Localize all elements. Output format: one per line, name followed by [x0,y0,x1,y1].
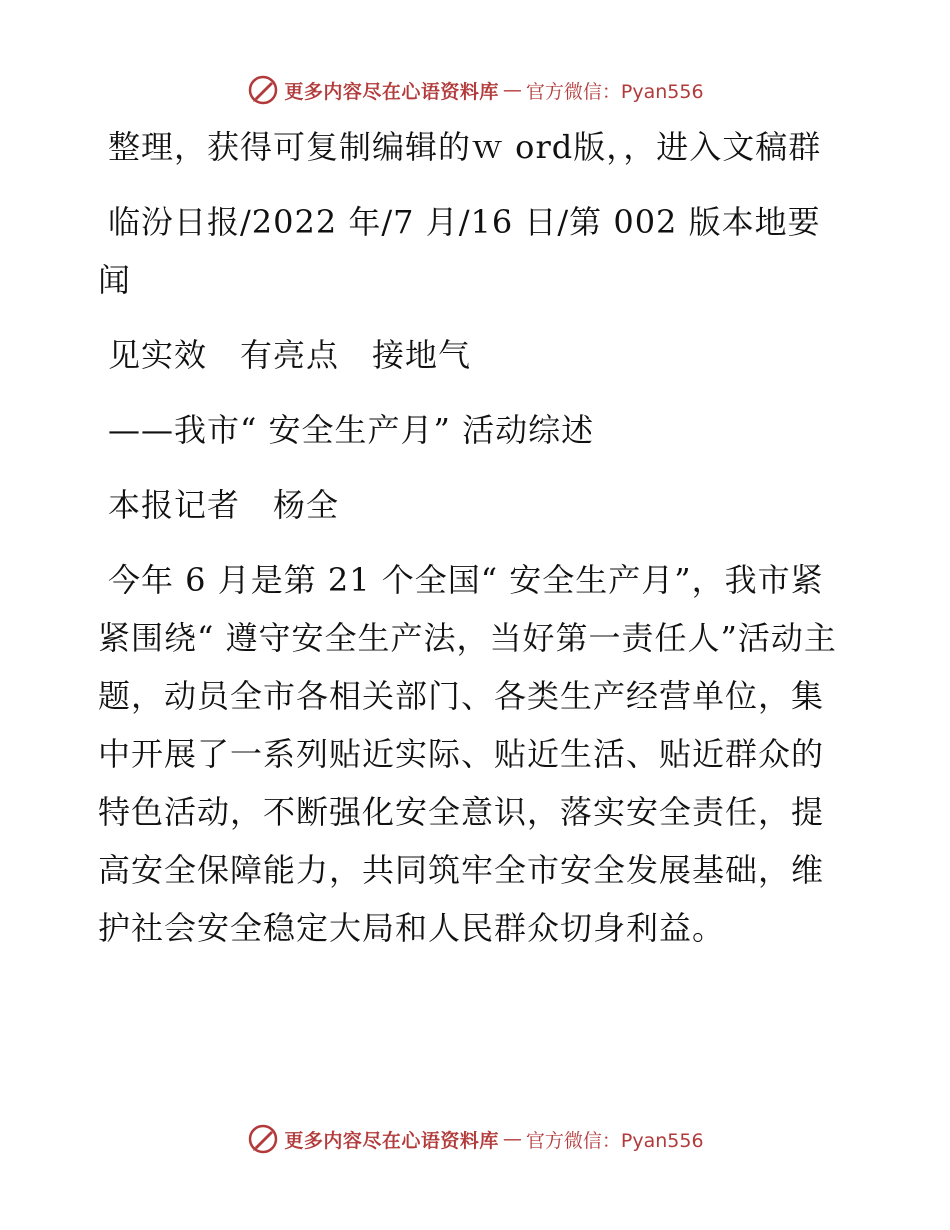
intro-paragraph: 整理，获得可复制编辑的ｗ ord版，，进入文稿群 [108,128,822,166]
article-byline: 本报记者 杨全 [108,486,340,524]
source-line: 临汾日报/2022 年/7 月/16 日/第 002 版本地要闻 [98,203,821,299]
article-headline: 见实效 有亮点 接地气 [108,336,472,374]
quill-pen-logo-icon [246,73,280,107]
banner-separator: — [502,1128,522,1150]
article-subheadline: ——我市“ 安全生产月” 活动综述 [108,411,595,449]
footer-banner [0,1119,950,1159]
banner-wechat-label: 官方微信：Pyan556 [525,80,704,103]
quill-pen-logo-icon [246,1122,280,1156]
banner-title: 更多内容尽在心语资料库 [284,1129,499,1152]
header-banner [0,70,950,110]
banner-wechat-label: 官方微信：Pyan556 [525,1129,704,1152]
article-body: 今年 6 月是第 21 个全国“ 安全生产月”，我市紧紧围绕“ 遵守安全生产法，当好第一责任人”活动主题，动员全市各相关部门、各类生产经营单位，集中开展了一系列贴近实际、贴近生活、贴近群众的特色活动，不断强化安全意识，落实安全责任，提高安全保障能力，共同筑牢全市安全发展基础，维护社会安全稳定大局和人民群众切身利益。 [98,561,837,947]
banner-title: 更多内容尽在心语资料库 [284,80,499,103]
document-content [98,118,853,957]
banner-separator: — [502,79,522,101]
